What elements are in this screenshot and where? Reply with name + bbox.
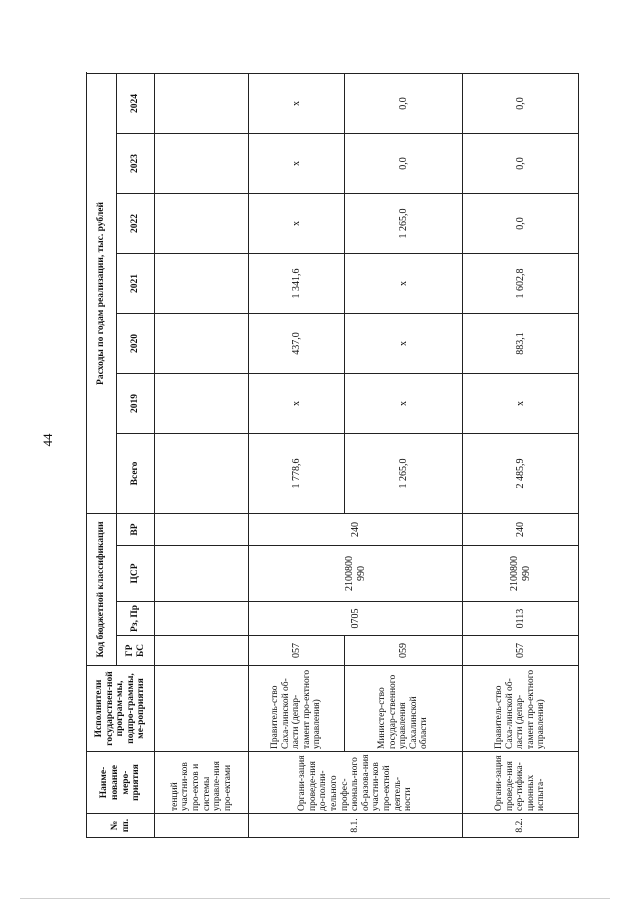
header-name: Наиме-нование меро-приятия: [87, 752, 155, 814]
cell: [155, 253, 249, 313]
cell-value: х: [249, 133, 345, 193]
cell: [155, 313, 249, 373]
cell-rzpr: 0705: [249, 602, 463, 636]
header-executors: Исполнители государствен-ной програм-мы, подпро-граммы, ме-роприятия: [87, 666, 155, 752]
table-row: [345, 73, 463, 837]
cell-value: 1 602,8: [463, 253, 579, 313]
expenses-table: [86, 73, 579, 838]
row-num: 8.2.: [463, 814, 579, 838]
cell-value: 1 265,0: [345, 433, 463, 513]
cell-value: х: [463, 373, 579, 433]
row-executor: Правитель-ство Саха-линской об-ласти (депар-тамент про-ектного управления): [249, 666, 345, 752]
scan-mark-bottom: [20, 898, 610, 899]
cell-value: 1 265,0: [345, 193, 463, 253]
cell-csr: 2100800 990: [249, 546, 463, 602]
row-executor: Министер-ство государ-ственного управления Сахалинской области: [345, 666, 463, 752]
row-name: тенций участни-ков про-ектов и системы управле-ния про-ектами: [155, 752, 249, 814]
header-year-2023: 2023: [117, 133, 155, 193]
header-row-1: [87, 73, 117, 837]
cell-value: 437,0: [249, 313, 345, 373]
header-csr: ЦСР: [117, 546, 155, 602]
cell-grbs: 057: [249, 636, 345, 666]
row-name: Органи-зация проведе-ния до-полни-тельного профес-сиональ-ного об-разова-ния участни-ков про-ектной деятель-ности: [249, 752, 463, 814]
cell: [155, 636, 249, 666]
cell-grbs: 059: [345, 636, 463, 666]
cell-vr: 240: [249, 513, 463, 545]
header-year-2022: 2022: [117, 193, 155, 253]
header-rzpr: Рз, Пр: [117, 602, 155, 636]
table-row: [155, 73, 249, 837]
cell-value: х: [345, 313, 463, 373]
header-year-2021: 2021: [117, 253, 155, 313]
cell: [155, 73, 249, 133]
table-row: [249, 73, 345, 837]
header-year-2019: 2019: [117, 373, 155, 433]
cell-value: 0,0: [463, 133, 579, 193]
row-name: Органи-зация проведе-ния сер-тифика-ционных испыта-: [463, 752, 579, 814]
cell-value: 1 778,6: [249, 433, 345, 513]
cell-grbs: 057: [463, 636, 579, 666]
cell-value: 0,0: [345, 73, 463, 133]
row-num: [155, 814, 249, 838]
row-executor: [155, 666, 249, 752]
cell: [155, 433, 249, 513]
cell-value: х: [249, 193, 345, 253]
cell-value: 0,0: [345, 133, 463, 193]
cell-value: х: [345, 253, 463, 313]
cell-vr: 240: [463, 513, 579, 545]
header-expenses: Расходы по годам реализации, тыс. рублей: [87, 73, 117, 513]
row-executor: Правитель-ство Саха-линской об-ласти (депар-тамент про-ектного управления): [463, 666, 579, 752]
cell-value: 0,0: [463, 73, 579, 133]
rotated-table-wrapper: [86, 74, 578, 838]
header-year-total: Всего: [117, 433, 155, 513]
cell-value: 2 485,9: [463, 433, 579, 513]
cell-value: х: [345, 373, 463, 433]
cell-value: х: [249, 73, 345, 133]
cell-value: 0,0: [463, 193, 579, 253]
cell: [155, 546, 249, 602]
cell-value: 883,1: [463, 313, 579, 373]
cell-value: х: [249, 373, 345, 433]
header-budget-code: Код бюджетной классификации: [87, 513, 117, 665]
cell-value: 1 341,6: [249, 253, 345, 313]
cell: [155, 373, 249, 433]
table-row: [463, 73, 579, 837]
cell: [155, 133, 249, 193]
cell-csr: 2100800 990: [463, 546, 579, 602]
row-num: 8.1.: [249, 814, 463, 838]
cell: [155, 513, 249, 545]
cell-rzpr: 0113: [463, 602, 579, 636]
header-num: № пп.: [87, 814, 155, 838]
header-vr: ВР: [117, 513, 155, 545]
page-number: 44: [40, 433, 55, 447]
cell: [155, 193, 249, 253]
cell: [155, 602, 249, 636]
header-year-2020: 2020: [117, 313, 155, 373]
header-year-2024: 2024: [117, 73, 155, 133]
header-grbs: ГР БС: [117, 636, 155, 666]
